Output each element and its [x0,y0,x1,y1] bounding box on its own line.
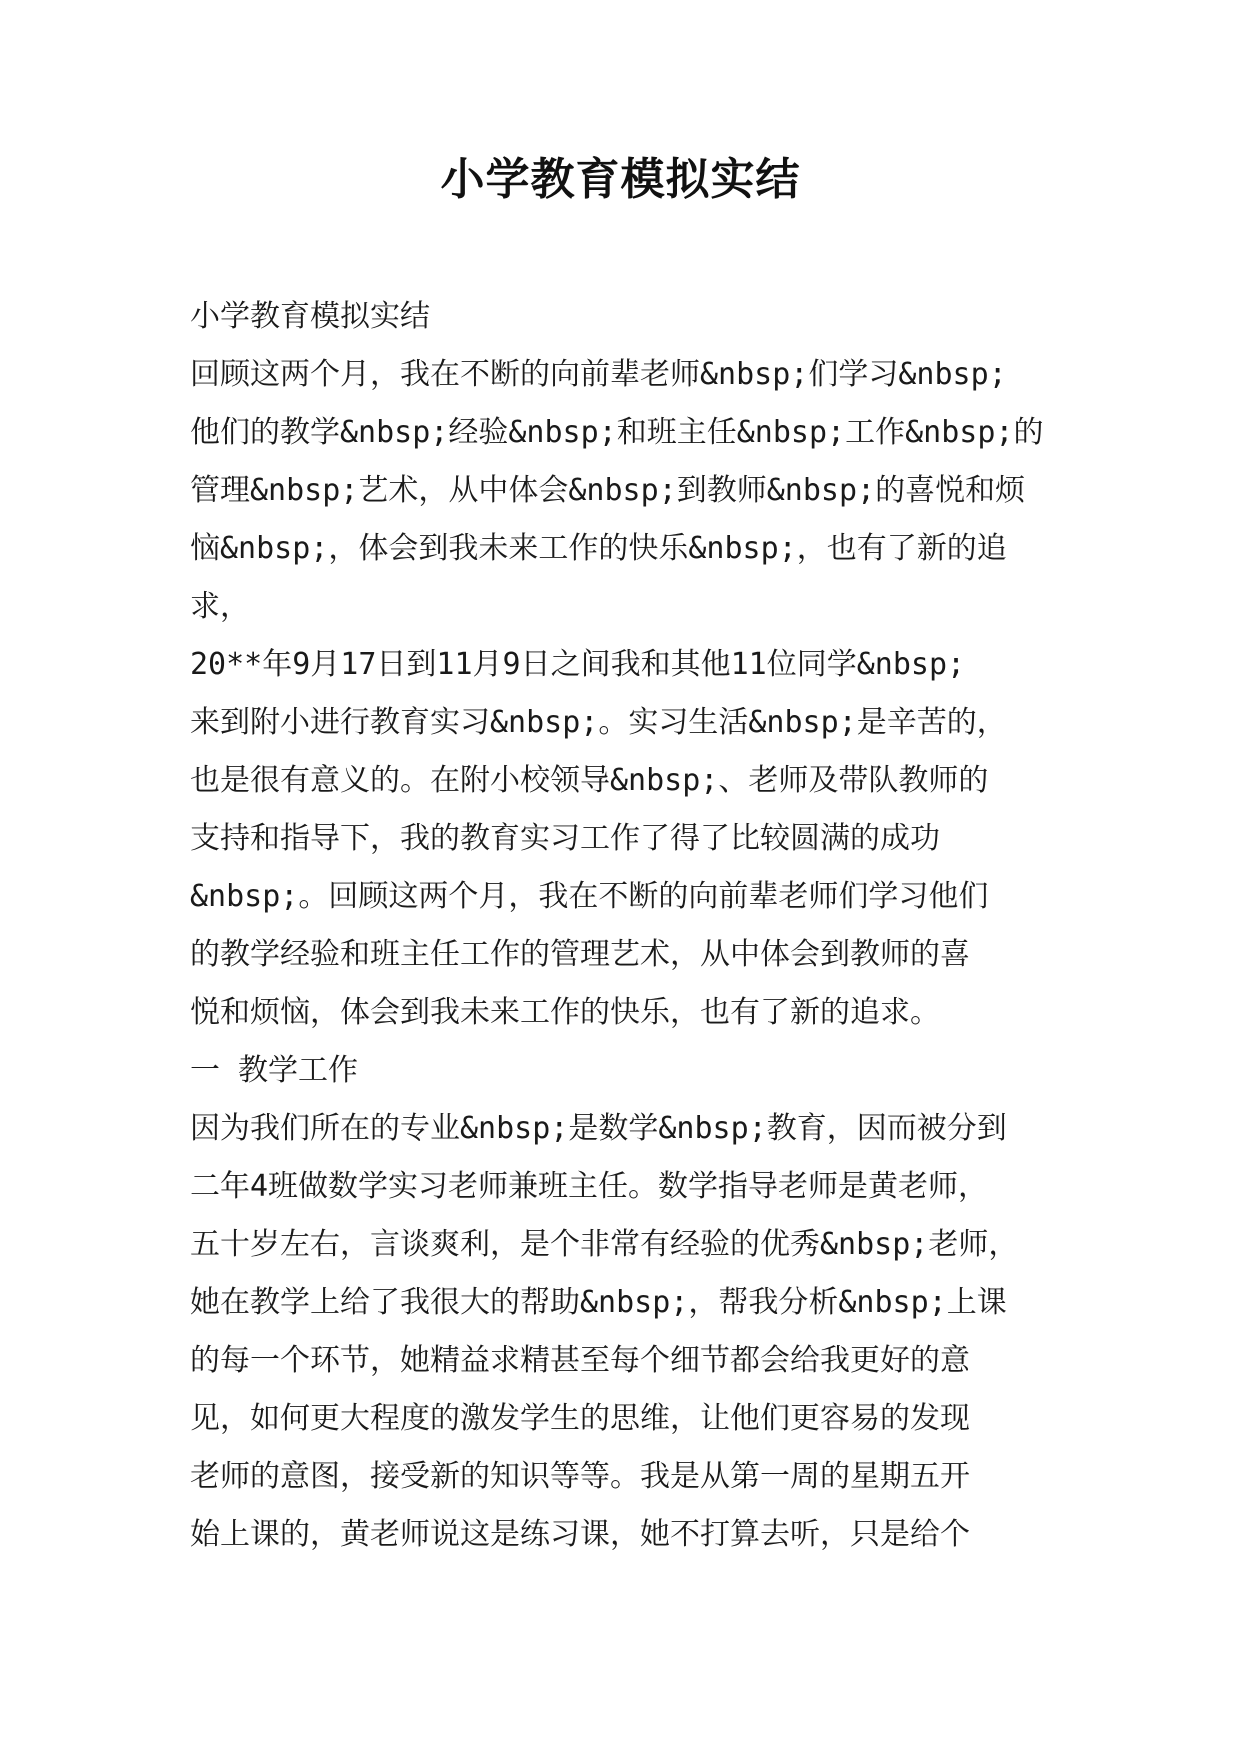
section-heading: 一 教学工作 [190,1053,359,1088]
body-line: 因为我们所在的专业&nbsp;是数学&nbsp;教育，因而被分到 [190,1111,1007,1146]
body-line: 求， [190,589,250,624]
body-line: 支持和指导下，我的教育实习工作了得了比较圆满的成功 [190,821,940,856]
body-line: 恼&nbsp;，体会到我未来工作的快乐&nbsp;，也有了新的追 [190,531,1007,566]
document-title: 小学教育模拟实结 [440,154,801,205]
body-line: 他们的教学&nbsp;经验&nbsp;和班主任&nbsp;工作&nbsp;的 [190,415,1044,450]
body-line: 管理&nbsp;艺术，从中体会&nbsp;到教师&nbsp;的喜悦和烦 [190,473,1026,508]
body-line: 她在教学上给了我很大的帮助&nbsp;，帮我分析&nbsp;上课 [190,1285,1007,1320]
body-line: 的每一个环节，她精益求精甚至每个细节都会给我更好的意 [190,1343,970,1378]
body-line: 也是很有意义的。在附小校领导&nbsp;、老师及带队教师的 [190,763,989,798]
body-line: &nbsp;。回顾这两个月，我在不断的向前辈老师们学习他们 [190,879,989,914]
body-line: 五十岁左右，言谈爽利，是个非常有经验的优秀&nbsp;老师， [190,1227,1019,1262]
body-line: 20**年9月17日到11月9日之间我和其他11位同学&nbsp; [190,647,966,682]
body-line: 始上课的，黄老师说这是练习课，她不打算去听，只是给个 [190,1517,970,1552]
body-line: 来到附小进行教育实习&nbsp;。实习生活&nbsp;是辛苦的， [190,705,1007,740]
body-line: 的教学经验和班主任工作的管理艺术，从中体会到教师的喜 [190,937,970,972]
body-line: 悦和烦恼，体会到我未来工作的快乐，也有了新的追求。 [190,995,940,1030]
body-line: 见，如何更大程度的激发学生的思维，让他们更容易的发现 [190,1401,970,1436]
body-line-subtitle: 小学教育模拟实结 [190,299,430,334]
body-line: 老师的意图，接受新的知识等等。我是从第一周的星期五开 [190,1459,970,1494]
document-body [190,288,1060,1564]
body-line: 回顾这两个月，我在不断的向前辈老师&nbsp;们学习&nbsp; [190,357,1007,392]
body-line: 二年4班做数学实习老师兼班主任。数学指导老师是黄老师， [190,1169,989,1204]
